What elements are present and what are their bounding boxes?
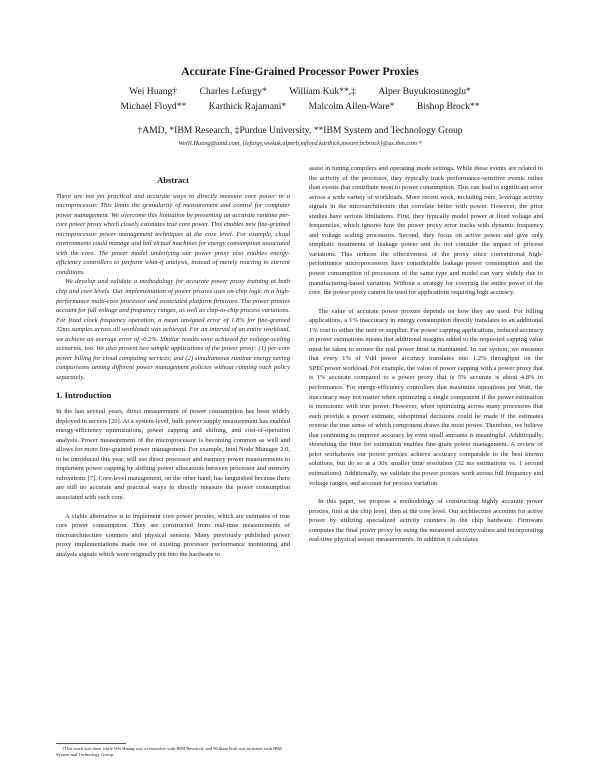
- body-paragraph: In this paper, we propose a methodology of constructing highly accurate power proxies, first at the chip level, then at the core level. Our architecture accounts for active power by utilizing specialized activity counters in the chip hardware. Firmware computes the final power proxy by using the measured activity values and incorporating real-time physical sensor measurements. In addition it calculates: [309, 498, 543, 544]
- author-name: Bishop Brock**: [416, 101, 480, 112]
- author-name: Karthick Rajamani*: [208, 101, 287, 112]
- author-name: Wei Huang†: [129, 86, 178, 97]
- author-name: Alper Buyuktosunoglu*: [378, 86, 471, 97]
- author-name: William Kuk**,‡: [289, 86, 356, 97]
- author-list-row-1: [0, 86, 600, 97]
- author-name: Michael Floyd**: [120, 101, 187, 112]
- abstract-paragraph: There are not yet practical and accurate ways to directly measure core power in a microprocessor. This limits the granularity of measurement and control for computer power management. We overcome this limitation by presenting an accurate runtime per-core power proxy which closely estimates true core power. This enables new fine-grained microprocessor power management techniques at the core level. For example, cloud environments could manage and bill virtual machines for energy consumption associated with the core. The power model underlying our power proxy also enables energy-efficiency controllers to perform what-if analysis, instead of merely reacting to current conditions.: [56, 192, 290, 276]
- body-paragraph: The value of accurate power proxies depends on how they are used. For billing applications, a 1% inaccuracy in energy consumption directly translates to an additional 1% cost to either the user or supplier. For power capping applications, reduced accuracy in power estimations means that additional margins added to the requested capping value must be taken to ensure the real power limit is maintained. In our system, we measure that every 1% of Vdd power accuracy translates into 1.2% throughput on the SPECpower workload. For example, the value of power capping with a power proxy that is 1% accurate compared to a power proxy that is 5% accurate is about 4.8% in performance. For energy-efficiency controllers that maximize operations per Watt, the inaccuracy may not matter when optimizing a single component if the power estimation is monotonic with true power. However, when optimizing across many processors that each provide a power estimate, suboptimal decisions could be made if the estimates reverse the true sense of which component draws the most power. Therefore, we believe that continuing to improve accuracy by even small amounts is meaningful. Additionally, shortening the time for estimation enables fine-grain power management. A review of prior workshows our power proxies achieve accuracy comparable to the best known solutions, but do so at a 30x smaller time resolution (32 ms estimations vs. 1 second estimations). Additionally, we validate the power proxies work across full frequency and voltage ranges, and account for process variation.: [309, 307, 543, 487]
- author-name: Malcolm Allen-Ware*: [308, 101, 395, 112]
- author-emails: WeiN.Huang@amd.com, {lefurgy,wwkuk,alperb,mfloyd,karthick,mware,bcbrock}@us.ibm.com *: [178, 140, 422, 147]
- author-list-row-2: [0, 101, 600, 112]
- affiliations: †AMD, *IBM Research, ‡Purdue University, **IBM System and Technology Group: [137, 125, 463, 136]
- body-paragraph: A viable alternative is to implement core power proxies, which are estimates of true core power consumption. They are constructed from real-time measurements of microarchitecture counters and physical sensors. Many previously published power proxy implementations made use of existing processor performance monitoring and analysis signals which were originally put into the hardware to: [56, 512, 290, 558]
- abstract-paragraph: We develop and validate a methodology for accurate power proxy training at both chip and core levels. Our implementation of power proxies uses on-chip logic in a high-performance multi-core processor and associated platform firmware. The power proxies account for full voltage and frequency ranges, as well as chip-to-chip process variations. For fixed clock frequency operation, a mean unsigned error of 1.8% for fine-grained 32ms samples across all workloads was achieved. For an interval of an entire workload, we achieve an average error of -0.2%. Similar results were achieved for voltage-scaling scenarios, too. We also present two sample applications of the power proxy: (1) per-core power billing for cloud computing services; and (2) simultaneous runtime energy saving comparisons among different power management policies without running each policy separately.: [56, 278, 290, 381]
- body-paragraph: assist in tuning compilers and operating mode settings. While these events are related to the activity of the processor, they typically track performance-sensitive events rather than events that contribute most to power consumption. This can lead to significant error across a wide variety of workloads. More recent work, including ours, leverage activity signals in the microarchitecture that correlate better with power. However, the prior studies have serious limitations. First, they typically model power at fixed voltage and frequencies, which ignores how the power proxy error tracks with dynamic frequency and voltage scaling processors. Second, they focus on active power and give only simplistic treatments of leakage power and do not consider the impact of process variations. This reduces the effectiveness of the proxy since conventional high-performance microprocessors have considerable leakage power consumption and the power consumption of processors of the same type and model can vary widely due to manufacturing-based variation. Without a strategy for covering the entire power of the core, the power proxy cannot be used for applications requiring high accuracy.: [309, 165, 543, 297]
- author-name: Charles Lefurgy*: [199, 86, 267, 97]
- paper-title: Accurate Fine-Grained Processor Power Proxies: [181, 66, 419, 78]
- section-heading-introduction: 1. Introduction: [56, 390, 112, 401]
- footnote: †This work was done while Wei Huang was a researcher with IBM Research, and William Kuk was an intern with IBM System and Technology Group.: [56, 746, 282, 757]
- right-column: [309, 164, 543, 545]
- abstract-section: [56, 176, 290, 382]
- left-column: [56, 176, 290, 559]
- abstract-heading: Abstract: [157, 175, 189, 185]
- body-paragraph: In the last several years, direct measurement of power consumption has been widely deployed in servers [20]. At a system-level, bulk power supply measurement has enabled energy-efficiency optimizations, power capping and shifting, and cost-of-operation analysis. Power measurement of the microprocessor is becoming common as well and allows for more fine-grained power management. For example, Intel Node Manager 2.0, to be introduced this year, will use direct processor and memory power measurements to implement power capping by shifting power allocations between processor and memory subsystems [7]. Core-level management, on the other hand, has languished because there are still no accurate and practical ways to directly measure the power consumption associated with each core.: [56, 408, 290, 501]
- footnote-divider: [56, 743, 126, 744]
